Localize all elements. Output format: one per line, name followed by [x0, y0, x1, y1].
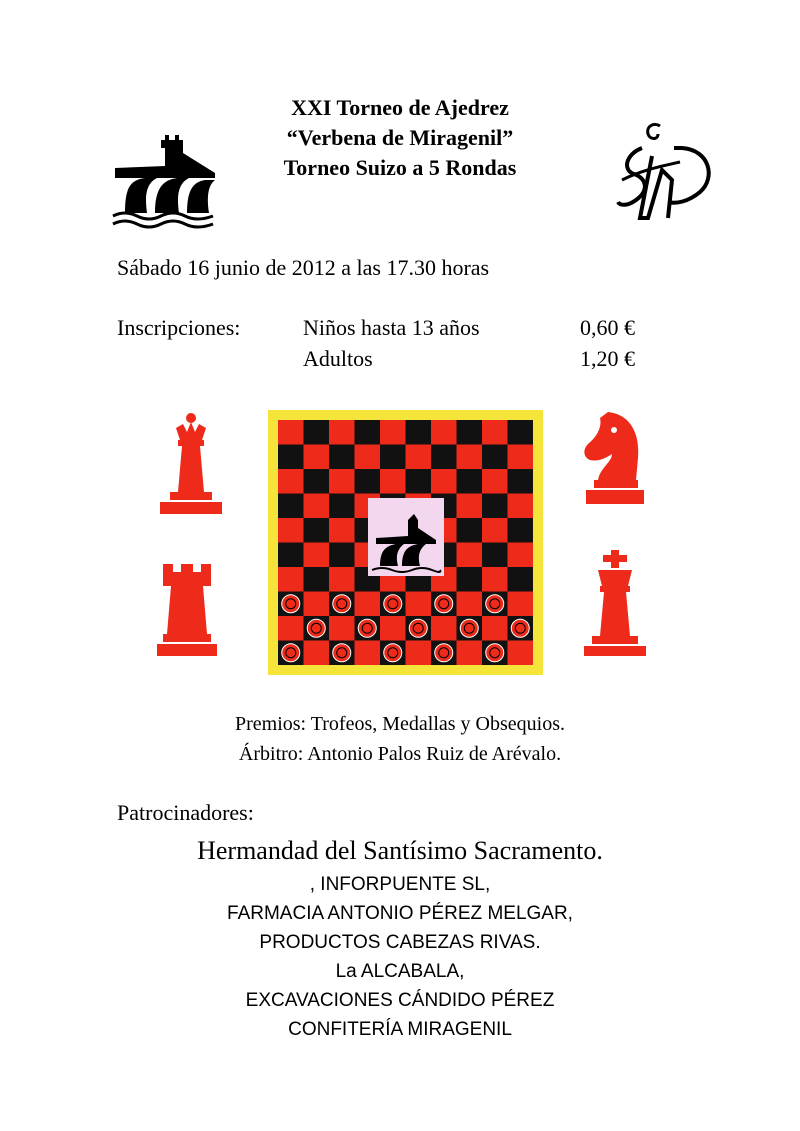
sponsors-label: Patrocinadores: [117, 800, 254, 825]
board-square [329, 469, 355, 494]
board-square [508, 494, 534, 519]
knight-piece-icon [578, 408, 648, 512]
board-square [304, 592, 330, 617]
board-square [457, 445, 483, 470]
board-square [304, 494, 330, 519]
checker-piece [282, 644, 300, 662]
king-piece-icon [578, 548, 652, 658]
board-square [406, 641, 432, 666]
board-square [457, 641, 483, 666]
title-line-2: “Verbena de Miragenil” [286, 125, 514, 150]
board-square [304, 543, 330, 568]
checker-piece [460, 619, 478, 637]
checker-piece [333, 595, 351, 613]
rook-piece-icon [155, 560, 220, 660]
board-square [457, 543, 483, 568]
fee-price: 1,20 € [580, 346, 635, 371]
board-square [278, 469, 304, 494]
board-square [406, 592, 432, 617]
checker-piece [384, 595, 402, 613]
sponsor-item: EXCAVACIONES CÁNDIDO PÉREZ [245, 990, 555, 1011]
sponsor-item: La ALCABALA, [335, 961, 465, 982]
board-square [355, 445, 381, 470]
sponsor-item: CONFITERÍA MIRAGENIL [288, 1019, 512, 1040]
checker-piece [282, 595, 300, 613]
event-date: Sábado 16 junio de 2012 a las 17.30 horas [117, 255, 490, 280]
board-square [380, 616, 406, 641]
queen-piece-icon [150, 412, 232, 517]
checker-piece [435, 644, 453, 662]
sponsor-item: PRODUCTOS CABEZAS RIVAS. [259, 932, 541, 953]
board-square [457, 494, 483, 519]
board-square [482, 420, 508, 445]
fee-category: Niños hasta 13 años [303, 315, 480, 340]
fee-category: Adultos [303, 346, 373, 371]
board-square [482, 567, 508, 592]
board-square [278, 420, 304, 445]
sponsor-item: FARMACIA ANTONIO PÉREZ MELGAR, [227, 903, 573, 924]
title-line-1: XXI Torneo de Ajedrez [291, 95, 509, 120]
board-square [329, 616, 355, 641]
board-square [482, 469, 508, 494]
board-square [329, 420, 355, 445]
board-square [508, 543, 534, 568]
board-square [380, 469, 406, 494]
checker-piece [435, 595, 453, 613]
checker-piece [307, 619, 325, 637]
board-square [329, 518, 355, 543]
board-square [304, 445, 330, 470]
board-square [457, 592, 483, 617]
board-square [482, 616, 508, 641]
board-square [508, 641, 534, 666]
smd-logo [612, 118, 720, 230]
board-square [355, 641, 381, 666]
main-sponsor: Hermandad del Santísimo Sacramento. [197, 836, 603, 865]
board-square [431, 469, 457, 494]
title-line-3: Torneo Suizo a 5 Rondas [283, 155, 517, 180]
fee-price: 0,60 € [580, 315, 635, 340]
castle-waves-logo [105, 118, 221, 231]
board-square [355, 592, 381, 617]
referee-text: Árbitro: Antonio Palos Ruiz de Arévalo. [238, 743, 562, 765]
board-square [278, 567, 304, 592]
checker-piece [409, 619, 427, 637]
board-square [329, 567, 355, 592]
checker-piece [358, 619, 376, 637]
checker-piece [486, 595, 504, 613]
board-square [508, 445, 534, 470]
checker-piece [384, 644, 402, 662]
board-square [380, 420, 406, 445]
board-square [406, 445, 432, 470]
board-square [278, 518, 304, 543]
board-square [304, 641, 330, 666]
board-square [431, 616, 457, 641]
sponsor-item: , INFORPUENTE SL, [309, 874, 491, 895]
checkerboard-image [268, 410, 543, 675]
board-square [431, 420, 457, 445]
checker-piece [486, 644, 504, 662]
board-square [278, 616, 304, 641]
prizes-text: Premios: Trofeos, Medallas y Obsequios. [235, 713, 565, 735]
checker-piece [333, 644, 351, 662]
board-square [482, 518, 508, 543]
board-square [508, 592, 534, 617]
inscripciones-label: Inscripciones: [117, 315, 241, 340]
checker-piece [511, 619, 529, 637]
